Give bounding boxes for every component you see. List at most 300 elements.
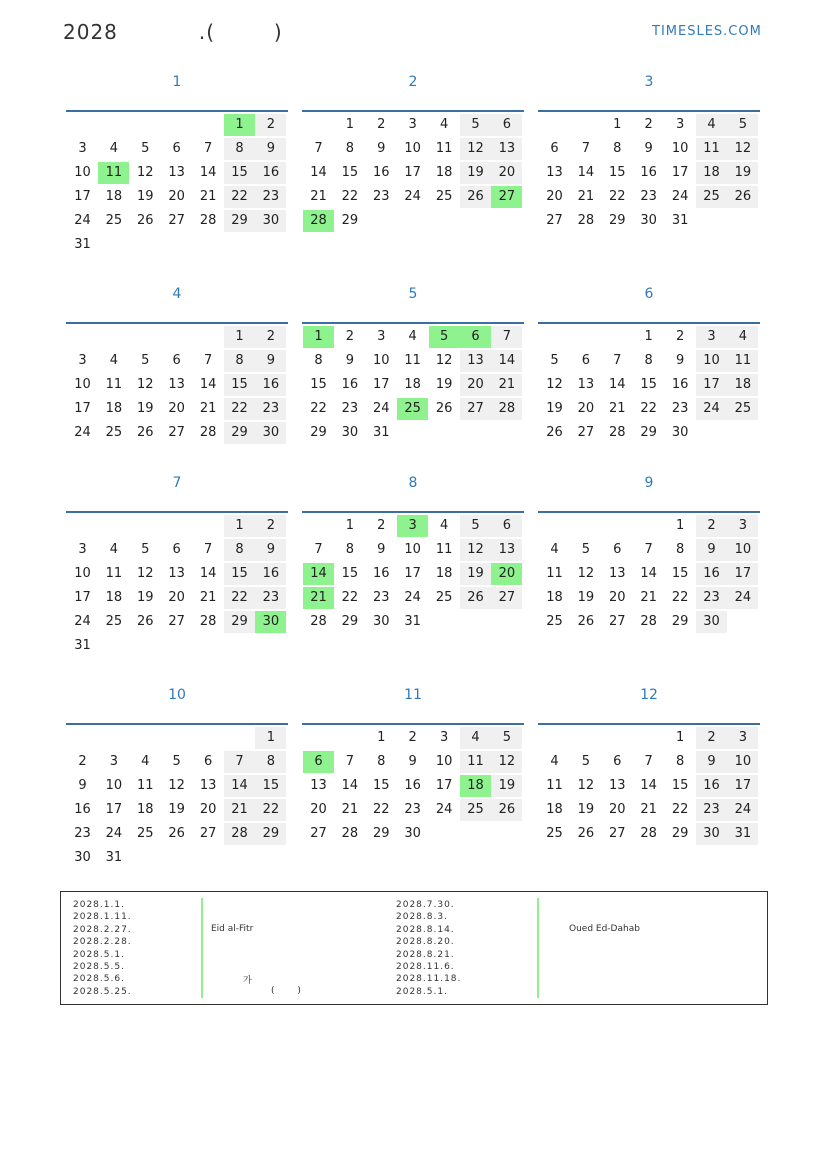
day-cell: 10 — [404, 542, 421, 557]
day-cell: 26 — [137, 614, 154, 629]
day-cell: 27 — [609, 614, 626, 629]
month-label: 5 — [408, 286, 418, 302]
day-cell: 26 — [168, 826, 185, 841]
day-cell: 1 — [224, 326, 255, 348]
day-cell: 11 — [98, 162, 129, 184]
day-cell: 2 — [255, 515, 286, 537]
day-cell: 18 — [105, 590, 123, 605]
day-cell: 8 — [314, 353, 323, 368]
day-cell: 20 — [168, 189, 185, 204]
month-label: 4 — [172, 286, 182, 302]
day-cell: 12 — [137, 377, 154, 392]
day-cell: 30 — [404, 826, 421, 841]
holiday-date: 2028.7.30. — [396, 900, 455, 910]
day-cell: 7 — [644, 754, 653, 769]
day-cell: 30 — [696, 823, 727, 845]
day-cell: 30 — [671, 425, 689, 440]
day-cell: 25 — [105, 213, 123, 228]
holiday-date: 2028.5.1. — [396, 986, 448, 997]
day-cell: 30 — [74, 850, 91, 865]
day-cell: 8 — [377, 754, 386, 769]
day-cell: 31 — [74, 237, 91, 252]
day-cell: 21 — [491, 374, 522, 396]
day-cell: 11 — [105, 377, 123, 392]
day-cell: 31 — [74, 638, 91, 653]
day-cell: 17 — [671, 165, 689, 180]
day-cell: 19 — [168, 802, 185, 817]
day-cell: 18 — [435, 165, 453, 180]
month-divider — [66, 511, 288, 513]
day-cell: 28 — [224, 823, 255, 845]
day-cell: 5 — [429, 326, 460, 348]
day-cell: 21 — [577, 189, 595, 204]
holiday-dates-left — [73, 899, 132, 998]
day-cell: 9 — [377, 542, 386, 557]
day-cell: 21 — [341, 802, 359, 817]
day-cell: 15 — [224, 374, 255, 396]
day-cell: 16 — [696, 563, 727, 585]
day-cell: 20 — [491, 563, 522, 585]
holiday-date: 2028.11.6. — [396, 961, 455, 972]
day-cell: 27 — [609, 826, 626, 841]
day-cell: 18 — [727, 374, 758, 396]
day-cell: 19 — [137, 590, 154, 605]
day-cell: 3 — [109, 754, 119, 769]
day-cell: 15 — [341, 566, 359, 581]
day-cell: 18 — [404, 377, 421, 392]
day-cell: 16 — [74, 802, 91, 817]
day-cell: 13 — [310, 778, 327, 793]
day-cell: 6 — [303, 751, 334, 773]
month-label: 11 — [404, 687, 422, 703]
day-cell: 12 — [491, 751, 522, 773]
day-cell: 11 — [546, 778, 563, 793]
day-cell: 17 — [435, 778, 453, 793]
day-cell: 9 — [696, 751, 727, 773]
day-cell: 10 — [404, 141, 421, 156]
day-cell: 13 — [577, 377, 595, 392]
day-cell: 21 — [310, 189, 327, 204]
day-cell: 22 — [671, 802, 689, 817]
day-cell: 7 — [581, 141, 591, 156]
day-cell: 18 — [546, 802, 563, 817]
month-label: 3 — [644, 74, 654, 90]
day-cell: 8 — [224, 539, 255, 561]
day-cell: 16 — [640, 165, 657, 180]
day-cell: 9 — [255, 138, 286, 160]
day-cell: 5 — [491, 727, 522, 749]
day-cell: 4 — [141, 754, 150, 769]
day-cell: 30 — [255, 422, 286, 444]
holiday-name: Oued Ed-Dahab — [569, 924, 640, 934]
day-cell: 14 — [491, 350, 522, 372]
day-cell: 27 — [168, 213, 185, 228]
day-cell: 1 — [675, 730, 685, 745]
day-cell: 21 — [224, 799, 255, 821]
day-cell: 23 — [696, 799, 727, 821]
day-cell: 1 — [644, 329, 653, 344]
day-cell: 11 — [435, 542, 453, 557]
day-cell: 2 — [255, 326, 286, 348]
day-cell: 8 — [224, 138, 255, 160]
day-cell: 13 — [168, 165, 185, 180]
day-cell: 24 — [74, 614, 91, 629]
day-cell: 21 — [640, 802, 657, 817]
day-cell: 3 — [696, 326, 727, 348]
day-cell: 23 — [696, 587, 727, 609]
day-cell: 2 — [377, 518, 386, 533]
day-cell: 29 — [671, 826, 689, 841]
day-cell: 26 — [137, 213, 154, 228]
day-cell: 17 — [727, 563, 758, 585]
day-cell: 25 — [546, 826, 563, 841]
day-cell: 28 — [199, 213, 217, 228]
day-cell: 24 — [696, 398, 727, 420]
day-cell: 3 — [727, 727, 758, 749]
day-cell: 4 — [550, 542, 559, 557]
day-cell: 22 — [609, 189, 626, 204]
month-label: 8 — [408, 475, 418, 491]
day-cell: 13 — [491, 539, 522, 561]
day-cell: 8 — [255, 751, 286, 773]
day-cell: 6 — [491, 114, 522, 136]
day-cell: 12 — [460, 539, 491, 561]
day-cell: 4 — [727, 326, 758, 348]
day-cell: 11 — [696, 138, 727, 160]
day-cell: 25 — [696, 186, 727, 208]
day-cell: 15 — [255, 775, 286, 797]
day-cell: 15 — [373, 778, 390, 793]
day-cell: 15 — [609, 165, 626, 180]
month-divider — [538, 723, 760, 725]
day-cell: 29 — [255, 823, 286, 845]
day-cell: 24 — [74, 425, 91, 440]
day-cell: 2 — [675, 329, 685, 344]
month-label: 6 — [644, 286, 654, 302]
day-cell: 4 — [109, 141, 119, 156]
day-cell: 14 — [310, 165, 327, 180]
day-cell: 14 — [303, 563, 334, 585]
day-cell: 22 — [255, 799, 286, 821]
day-cell: 11 — [435, 141, 453, 156]
day-cell: 12 — [435, 353, 453, 368]
day-cell: 18 — [460, 775, 491, 797]
holiday-date: 2028.5.1. — [73, 949, 125, 960]
day-cell: 4 — [550, 754, 559, 769]
day-cell: 7 — [224, 751, 255, 773]
day-cell: 12 — [137, 165, 154, 180]
day-cell: 10 — [671, 141, 689, 156]
day-cell: 29 — [609, 213, 626, 228]
day-cell: 27 — [577, 425, 595, 440]
day-cell: 24 — [671, 189, 689, 204]
day-cell: 18 — [105, 401, 123, 416]
day-cell: 3 — [439, 730, 449, 745]
holiday-date: 2028.1.11. — [73, 912, 132, 923]
day-cell: 2 — [377, 117, 386, 132]
day-cell: 27 — [460, 398, 491, 420]
day-cell: 27 — [491, 587, 522, 609]
day-cell: 5 — [141, 353, 150, 368]
day-cell: 8 — [675, 542, 685, 557]
day-cell: 18 — [137, 802, 154, 817]
day-cell: 10 — [105, 778, 123, 793]
day-cell: 7 — [314, 141, 323, 156]
day-cell: 2 — [78, 754, 87, 769]
day-cell: 7 — [613, 353, 622, 368]
day-cell: 18 — [696, 162, 727, 184]
month-divider — [66, 723, 288, 725]
day-cell: 25 — [105, 614, 123, 629]
holiday-date: 2028.5.5. — [73, 961, 125, 972]
day-cell: 11 — [137, 778, 154, 793]
day-cell: 29 — [224, 422, 255, 444]
day-cell: 2 — [345, 329, 355, 344]
day-cell: 16 — [255, 563, 286, 585]
day-cell: 6 — [550, 141, 559, 156]
day-cell: 18 — [105, 189, 123, 204]
day-cell: 23 — [74, 826, 91, 841]
day-cell: 27 — [168, 425, 185, 440]
day-cell: 17 — [74, 189, 91, 204]
day-cell: 8 — [613, 141, 622, 156]
day-cell: 17 — [404, 165, 421, 180]
day-cell: 29 — [341, 213, 359, 228]
day-cell: 2 — [696, 515, 727, 537]
day-cell: 8 — [224, 350, 255, 372]
day-cell: 9 — [255, 539, 286, 561]
day-cell: 25 — [137, 826, 154, 841]
day-cell: 3 — [78, 542, 87, 557]
day-cell: 13 — [168, 566, 185, 581]
day-cell: 29 — [640, 425, 657, 440]
day-cell: 21 — [303, 587, 334, 609]
holiday-date: 2028.8.14. — [396, 924, 455, 935]
day-cell: 10 — [373, 353, 390, 368]
month-divider — [538, 322, 760, 324]
day-cell: 17 — [74, 590, 91, 605]
day-cell: 10 — [435, 754, 453, 769]
day-cell: 26 — [491, 799, 522, 821]
holiday-name: ( ) — [271, 986, 301, 996]
holiday-date: 2028.1.1. — [73, 900, 125, 910]
day-cell: 5 — [727, 114, 758, 136]
day-cell: 9 — [78, 778, 87, 793]
day-cell: 24 — [727, 587, 758, 609]
holiday-date: 2028.2.28. — [73, 937, 132, 948]
day-cell: 26 — [137, 425, 154, 440]
day-cell: 25 — [460, 799, 491, 821]
day-cell: 4 — [439, 117, 449, 132]
day-cell: 10 — [74, 566, 91, 581]
day-cell: 22 — [671, 590, 689, 605]
day-cell: 21 — [609, 401, 626, 416]
day-cell: 3 — [377, 329, 386, 344]
day-cell: 28 — [310, 614, 327, 629]
day-cell: 30 — [255, 611, 286, 633]
day-cell: 19 — [491, 775, 522, 797]
day-cell: 16 — [255, 374, 286, 396]
day-cell: 22 — [373, 802, 390, 817]
day-cell: 21 — [199, 401, 217, 416]
day-cell: 15 — [310, 377, 327, 392]
day-cell: 28 — [199, 425, 217, 440]
day-cell: 8 — [675, 754, 685, 769]
day-cell: 4 — [109, 542, 119, 557]
day-cell: 19 — [727, 162, 758, 184]
day-cell: 23 — [373, 189, 390, 204]
day-cell: 20 — [168, 401, 185, 416]
day-cell: 1 — [675, 518, 685, 533]
day-cell: 3 — [408, 117, 417, 132]
day-cell: 13 — [609, 566, 626, 581]
day-cell: 23 — [640, 189, 657, 204]
holiday-date: 2028.8.21. — [396, 949, 455, 960]
holiday-divider — [201, 898, 203, 998]
day-cell: 25 — [397, 398, 428, 420]
day-cell: 1 — [345, 117, 355, 132]
day-cell: 26 — [435, 401, 453, 416]
day-cell: 21 — [199, 590, 217, 605]
day-cell: 2 — [408, 730, 417, 745]
day-cell: 20 — [609, 590, 626, 605]
day-cell: 6 — [613, 754, 622, 769]
day-cell: 6 — [172, 141, 181, 156]
day-cell: 19 — [577, 802, 595, 817]
day-cell: 24 — [373, 401, 390, 416]
day-cell: 1 — [255, 727, 286, 749]
day-cell: 26 — [577, 826, 595, 841]
day-cell: 3 — [397, 515, 428, 537]
day-cell: 28 — [640, 826, 657, 841]
day-cell: 20 — [577, 401, 595, 416]
day-cell: 15 — [640, 377, 657, 392]
day-cell: 15 — [341, 165, 359, 180]
day-cell: 30 — [341, 425, 359, 440]
day-cell: 19 — [460, 162, 491, 184]
day-cell: 31 — [671, 213, 689, 228]
brand-link[interactable]: TIMESLES.COM — [652, 24, 762, 39]
day-cell: 21 — [640, 590, 657, 605]
day-cell: 1 — [224, 114, 255, 136]
day-cell: 10 — [727, 539, 758, 561]
day-cell: 14 — [224, 775, 255, 797]
day-cell: 5 — [581, 542, 591, 557]
day-cell: 28 — [491, 398, 522, 420]
day-cell: 31 — [727, 823, 758, 845]
holiday-name: Eid al-Fitr — [211, 924, 254, 934]
day-cell: 28 — [640, 614, 657, 629]
day-cell: 10 — [74, 377, 91, 392]
day-cell: 1 — [224, 515, 255, 537]
holiday-date: 2028.5.6. — [73, 974, 125, 985]
day-cell: 14 — [640, 566, 657, 581]
day-cell: 20 — [310, 802, 327, 817]
day-cell: 23 — [373, 590, 390, 605]
day-cell: 25 — [727, 398, 758, 420]
day-cell: 6 — [613, 542, 622, 557]
day-cell: 26 — [546, 425, 563, 440]
day-cell: 19 — [137, 189, 154, 204]
day-cell: 5 — [550, 353, 559, 368]
day-cell: 19 — [137, 401, 154, 416]
day-cell: 10 — [696, 350, 727, 372]
day-cell: 5 — [141, 542, 150, 557]
day-cell: 15 — [224, 563, 255, 585]
day-cell: 9 — [345, 353, 355, 368]
day-cell: 4 — [439, 518, 449, 533]
day-cell: 7 — [314, 542, 323, 557]
day-cell: 25 — [435, 189, 453, 204]
day-cell: 24 — [74, 213, 91, 228]
day-cell: 9 — [675, 353, 685, 368]
day-cell: 3 — [675, 117, 685, 132]
day-cell: 4 — [460, 727, 491, 749]
day-cell: 28 — [303, 210, 334, 232]
day-cell: 26 — [460, 186, 491, 208]
holiday-divider — [537, 898, 539, 998]
day-cell: 25 — [435, 590, 453, 605]
day-cell: 1 — [377, 730, 386, 745]
holiday-date: 2028.11.18. — [396, 974, 462, 985]
day-cell: 8 — [345, 141, 355, 156]
day-cell: 23 — [255, 186, 286, 208]
holiday-date: 2028.8.3. — [396, 912, 448, 923]
day-cell: 6 — [172, 542, 181, 557]
month-divider — [538, 110, 760, 112]
day-cell: 12 — [577, 566, 595, 581]
day-cell: 28 — [577, 213, 595, 228]
day-cell: 9 — [408, 754, 417, 769]
day-cell: 29 — [671, 614, 689, 629]
holiday-date: 2028.5.25. — [73, 986, 132, 997]
day-cell: 20 — [491, 162, 522, 184]
day-cell: 18 — [546, 590, 563, 605]
day-cell: 29 — [224, 611, 255, 633]
day-cell: 27 — [546, 213, 563, 228]
day-cell: 23 — [255, 398, 286, 420]
day-cell: 27 — [491, 186, 522, 208]
day-cell: 12 — [546, 377, 563, 392]
day-cell: 5 — [460, 114, 491, 136]
day-cell: 22 — [640, 401, 657, 416]
day-cell: 9 — [255, 350, 286, 372]
day-cell: 2 — [644, 117, 653, 132]
day-cell: 24 — [727, 799, 758, 821]
day-cell: 14 — [199, 566, 217, 581]
day-cell: 24 — [435, 802, 453, 817]
day-cell: 23 — [671, 401, 689, 416]
day-cell: 11 — [105, 566, 123, 581]
day-cell: 5 — [141, 141, 150, 156]
day-cell: 26 — [727, 186, 758, 208]
day-cell: 13 — [609, 778, 626, 793]
day-cell: 23 — [404, 802, 421, 817]
day-cell: 29 — [341, 614, 359, 629]
month-label: 9 — [644, 475, 654, 491]
day-cell: 19 — [546, 401, 563, 416]
holiday-name: 가 — [243, 976, 252, 986]
day-cell: 1 — [303, 326, 334, 348]
day-cell: 30 — [373, 614, 390, 629]
day-cell: 17 — [727, 775, 758, 797]
day-cell: 25 — [105, 425, 123, 440]
month-divider — [302, 511, 524, 513]
day-cell: 30 — [640, 213, 657, 228]
day-cell: 24 — [404, 590, 421, 605]
day-cell: 22 — [224, 587, 255, 609]
day-cell: 1 — [345, 518, 355, 533]
